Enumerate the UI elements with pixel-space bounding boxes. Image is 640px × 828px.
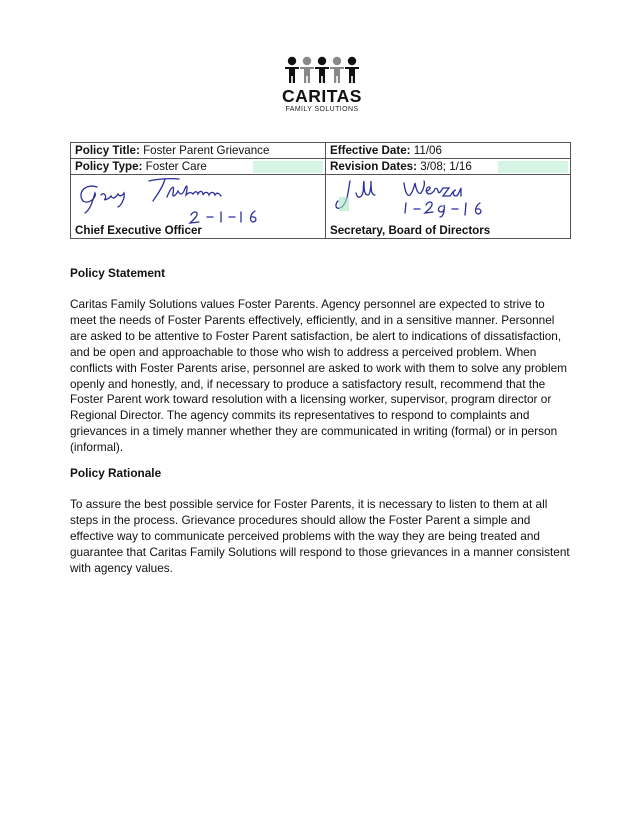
effective-date-label: Effective Date: — [330, 144, 411, 157]
policy-rationale-heading: Policy Rationale — [70, 466, 162, 480]
header-row-2 — [71, 159, 571, 175]
header-row-1 — [71, 143, 571, 159]
policy-statement-body: Caritas Family Solutions values Foster Parents. Agency personnel are expected to strive to meet the needs of Foster Parents effectively, efficiently, and in a sensitive manner. Personnel are asked to be attentive to Foster Parent satisfaction, be alert to indications of dissatisfaction, and be open and approachable to those who wish to address a perceived problem. When conflicts with Foster Parents arise, personnel are asked to work with them to solve any problem openly and honestly, and, if necessary to produce a satisfactory result, recommend that the Foster Parent work toward resolution with a licensing worker, supervisor, program director or Regional Director. The agency commits its representatives to respond to complaints and grievances in a timely manner whether they are communicated in writing (formal) or in person (informal). — [70, 297, 568, 455]
effective-date-value: 11/06 — [413, 144, 442, 157]
revision-dates-value: 3/08; 1/16 — [420, 160, 472, 173]
ceo-title: Chief Executive Officer — [75, 224, 202, 237]
caritas-logo — [272, 56, 372, 115]
policy-type-cell — [71, 159, 326, 175]
policy-type-value: Foster Care — [145, 160, 207, 173]
logo-tagline: FAMILY SOLUTIONS — [285, 106, 359, 113]
secretary-title: Secretary, Board of Directors — [330, 224, 491, 237]
ceo-signature-cell — [71, 175, 326, 239]
policy-rationale-body: To assure the best possible service for Foster Parents, it is necessary to listen to them at all steps in the process. Grievance procedures should allow the Foster Parent a simple and effective way to communicate perceived problems with the way they are being treated and guarantee that Caritas Family Solutions will respond to those grievances in a manner consistent with agency values. — [70, 497, 570, 575]
ceo-handwritten-signature — [71, 175, 317, 225]
policy-header-table — [70, 142, 571, 239]
revision-dates-cell — [326, 159, 571, 175]
logo-wordmark: CARITAS — [282, 86, 362, 106]
policy-title-cell — [71, 143, 326, 159]
policy-title-label: Policy Title: — [75, 144, 140, 157]
highlight-mark — [498, 161, 568, 173]
policy-title-value: Foster Parent Grievance — [143, 144, 270, 157]
policy-statement-heading: Policy Statement — [70, 266, 166, 280]
people-figures-icon — [282, 56, 362, 88]
effective-date-cell — [326, 143, 571, 159]
header-row-signatures — [71, 175, 571, 239]
revision-dates-label: Revision Dates: — [330, 160, 417, 173]
secretary-handwritten-signature — [326, 175, 572, 225]
secretary-signature-cell — [326, 175, 571, 239]
highlight-mark — [253, 161, 323, 173]
policy-type-label: Policy Type: — [75, 160, 143, 173]
